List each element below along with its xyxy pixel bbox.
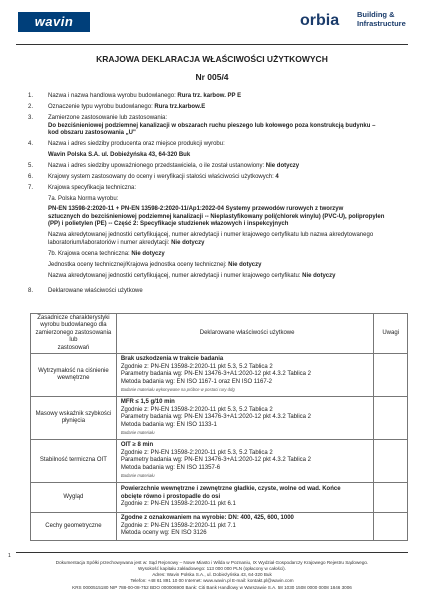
performance-cell: Brak uszkodzenia w trakcie badania Zgodnie z: PN-EN 13598-2:2020-11 pkt 5.3, 5.2 Tablica 2 Parametry badania wg: PN-EN 13476-3+A1:2020-12 pkt 4.3.2 Tablica 2 Metoda badania wg: EN ISO 1167-1 oraz EN ISO 1167-2 Badanie materiału wykonywane na próbce w postaci rury ddg [116,354,374,397]
item-6: Krajowy system zastosowany do oceny i weryfikacji stałości właściwości użytkowych: 4 [48,174,279,180]
performance-cell: Zgodne z oznakowaniem na wyrobie: DN: 400, 425, 600, 1000 Zgodnie z: PN-EN 13598-2:2020-11 pkt 7.1 Metoda oceny wg: EN ISO 3126 [116,513,374,541]
item-7-label: Krajowa specyfikacja techniczna: [48,185,137,191]
wavin-logo: wavin [18,12,90,32]
footer-divider [16,552,408,553]
table-row [31,397,408,440]
characteristic-cell: Wytrzymałość na ciśnienie wewnętrzne [31,354,117,397]
item-7a-label: 7a. Polska Norma wyrobu: [48,196,119,202]
item-2: Oznaczenie typu wyrobu budowlanego: Rura trz.karbow.E [48,104,206,110]
item-5: Nazwa i adres siedziby upoważnionego przedstawiciela, o ile został ustanowiony: Nie dotyczy [48,163,300,169]
footer-line: Telefon: +48 61 891 10 00 Internet: www.wavin.pl E-mail: kontakt.pl@wavin.com [130,578,294,583]
item-number: 6. [28,174,34,180]
table-row [31,483,408,513]
performance-cell: MFR ≤ 1,5 g/10 min Zgodnie z: PN-EN 13598-2:2020-11 pkt 5.3, 5.2 Tablica 2 Parametry badania wg: PN-EN 13476-3+A1:2020-12 pkt 4.3.2 Tablica 2 Metoda badania wg: EN ISO 1133-1 Badanie materiału [116,397,374,440]
footer-line: Adres: Wavin Polska S.A., ul. Dobieżyńska 43, 64-320 Buk [152,572,272,577]
characteristic-cell: Cechy geometryczne [31,513,117,541]
item-4-value: Wavin Polska S.A. ul. Dobieżyńska 43, 64-320 Buk [48,152,191,158]
item-7a-note: Nazwa akredytowanej jednostki certyfikującej, numer akredytacji i numer krajowego certyfikatu lub nazwa akredytowanego [48,232,374,238]
item-3-value: kod obszaru zastosowania „U" [48,130,136,136]
performance-cell: Powierzchnie wewnętrzne i zewnętrzne gładkie, czyste, wolne od wad. Końce obcięte równo i prostopadle do osi Zgodnie z: PN-EN 13598-2:2020-11 pkt 6.1 [116,483,374,513]
item-number: 2. [28,104,34,110]
item-3-value: Do bezciśnieniowej podziemnej kanalizacji w obszarach ruchu pieszego lub kołowego poza konstrukcją budynku – [48,122,376,129]
characteristic-cell: Wygląd [31,483,117,513]
table-header-characteristics: Zasadnicze charakterystyki wyrobu budowlanego dla zamierzonego zastosowania lub zastosowań [31,314,117,354]
header-divider [16,44,408,45]
item-number: 8. [28,288,34,294]
item-7a-note: laboratorium/laboratoriów i numer akredytacji: Nie dotyczy [48,239,205,246]
item-1: Nazwa i nazwa handlowa wyrobu budowlanego: Rura trz. karbow. PP E [48,93,242,99]
item-7a-value: sztucznych do bezciśnieniowej podziemnej kanalizacji -- Nieplastyfikowany poli(chlorek winylu) (PVC-U), polipropylen [48,213,385,220]
table-row [31,440,408,483]
item-7b: 7b. Krajowa ocena techniczna: Nie dotyczy [48,251,165,257]
table-header-performance: Deklarowane właściwości użytkowe [116,314,374,354]
page-number: 1 [8,553,11,559]
item-number: 5. [28,163,34,169]
performance-table [30,313,408,541]
remarks-cell [374,440,408,483]
item-7b-cert: Nazwa akredytowanej jednostki certyfikującej, numer akredytacji i numer krajowego certyfikatu: Nie dotyczy [48,273,336,279]
item-number: 7. [28,185,34,191]
orbia-logo: orbia [300,12,340,29]
orbia-tagline: Building & Infrastructure [357,10,406,28]
footer-line: Wysokość kapitału zakładowego: 113 000 000 PLN (opłacony w całości). [138,566,286,571]
item-3-label: Zamierzone zastosowanie lub zastosowania: [48,115,168,121]
performance-cell: OIT ≥ 8 min Zgodnie z: PN-EN 13598-2:2020-11 pkt 5.3, 5.2 Tablica 2 Parametry badania wg: PN-EN 13476-3+A1:2020-12 pkt 4.3.2 Tablica 2 Metoda badania wg: EN ISO 11357-6 Badanie materiału [116,440,374,483]
item-number: 1. [28,93,34,99]
characteristic-cell: Masowy wskaźnik szybkości płynięcia [31,397,117,440]
remarks-cell [374,483,408,513]
remarks-cell [374,354,408,397]
item-7b-unit: Jednostka oceny technicznej/Krajowa jednostka oceny technicznej: Nie dotyczy [48,262,262,268]
header [0,0,424,40]
document-number: Nr 005/4 [195,72,229,82]
remarks-cell [374,513,408,541]
item-7a-value: PN-EN 13598-2:2020-11 + PN-EN 13598-2:2020-11/Ap1:2022-04 Systemy przewodów rurowych z tworzyw [48,206,344,212]
characteristic-cell: Stabilność termiczna OIT [31,440,117,483]
item-number: 3. [28,115,34,121]
item-7a-value: (PP) i polietylen (PE) -- Część 2: Specyfikacje studzienek włazowych i inspekcyjnych [48,221,289,227]
footer-line: Dokumentacja Spółki przechowywana jest w: Sąd Rejonowy – Nowe Miasto i Wilda w Poznaniu, IX Wydział Gospodarczy Krajowego Rejestru Sądowego. [55,560,369,565]
item-8-label: Deklarowane właściwości użytkowe [48,288,143,294]
remarks-cell [374,397,408,440]
table-row [31,354,408,397]
footer-line: KRS 0000515180 NIP 788-00-08-752 BDO 000006900 Bank: Citi Bank Handlowy w Warszawie S.A. 58 1030 1508 0000 0008 1846 3006 [72,585,352,590]
table-row [31,513,408,541]
table-header-remarks: Uwagi [374,314,408,354]
table-header-row [31,314,408,354]
item-4-label: Nazwa i adres siedziby producenta oraz miejsce produkcji wyrobu: [48,141,225,147]
document-title: KRAJOWA DEKLARACJA WŁAŚCIWOŚCI UŻYTKOWYCH [96,54,328,64]
item-number: 4. [28,141,34,147]
